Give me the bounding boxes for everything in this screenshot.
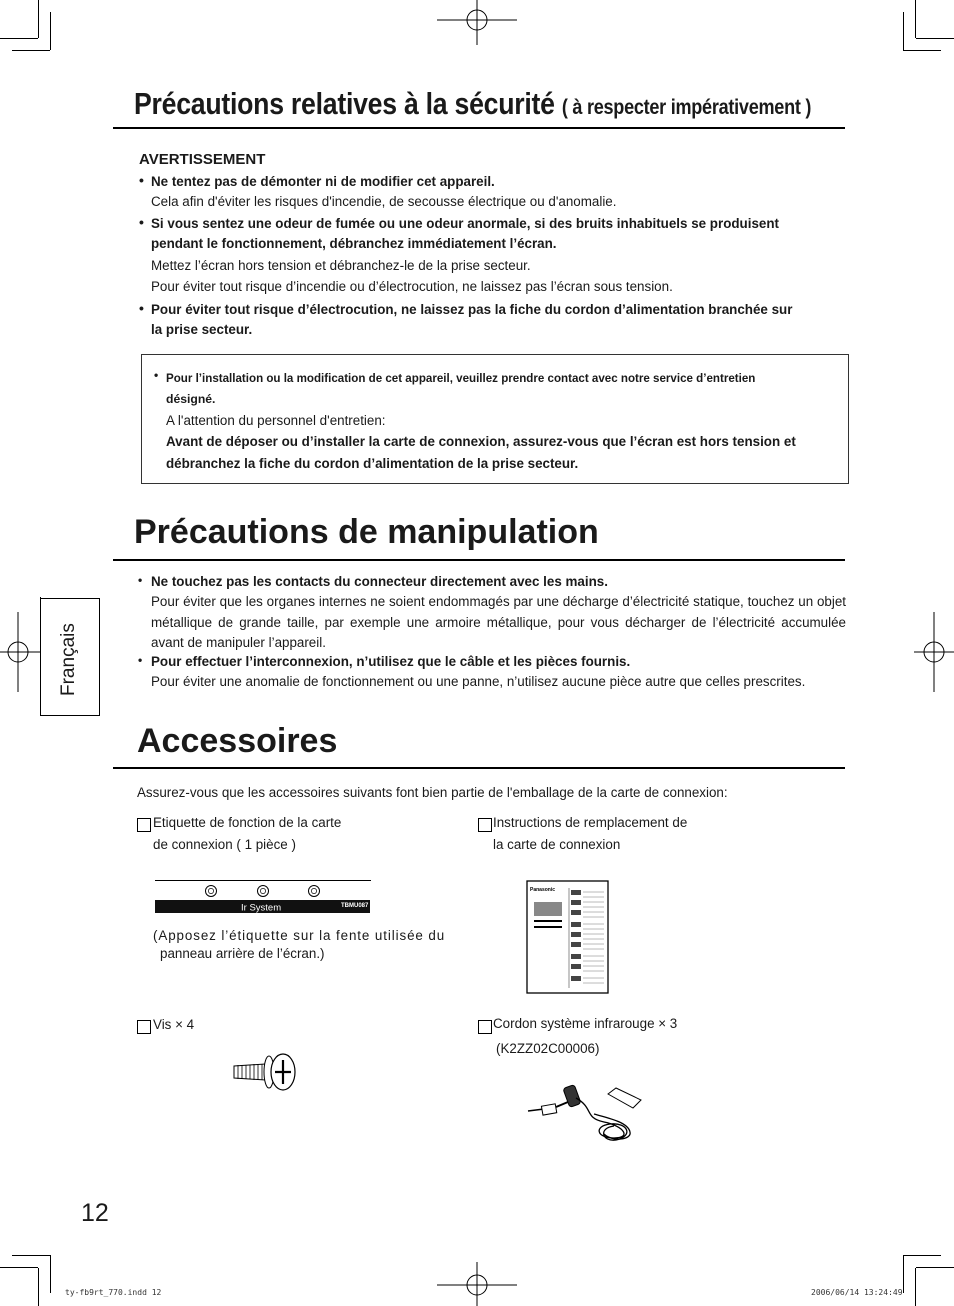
warning-heading: AVERTISSEMENT xyxy=(139,151,266,168)
service-notice-text: Avant de déposer ou d’installer la carte de connexion, assurez-vous que l’écran est hors tension et xyxy=(166,434,796,449)
label-checkbox xyxy=(137,818,151,832)
instructions-sheet-illustration xyxy=(526,880,610,996)
instructions-checkbox xyxy=(478,818,492,832)
warning-item-3-title: Pour éviter tout risque d’électrocution, ne laissez pas la fiche du cordon d’alimentation branchée sur xyxy=(151,302,793,317)
screw-label: Vis × 4 xyxy=(153,1017,195,1032)
warning-item-2-text-2: Pour éviter tout risque d’incendie ou d’électrocution, ne laissez pas l’écran sous tension. xyxy=(151,279,673,294)
warning-item-2-text: Mettez l’écran hors tension et débranchez-le de la prise secteur. xyxy=(151,258,531,273)
cord-code: (K2ZZ02C00006) xyxy=(496,1041,600,1056)
handling-title-rule xyxy=(113,559,845,561)
registration-mark-left xyxy=(0,612,40,692)
handling-item-2-text: Pour éviter une anomalie de fonctionnement ou une panne, n’utilisez aucune pièce autre que celles prescrites. xyxy=(151,674,806,689)
function-label-illustration xyxy=(155,880,371,915)
label-code-text: TBMU087 xyxy=(341,903,369,909)
page-number: 12 xyxy=(81,1199,109,1227)
safety-title: Précautions relatives à la sécurité ( à respecter impérativement ) xyxy=(134,86,812,121)
handling-title: Précautions de manipulation xyxy=(134,513,599,551)
safety-title-rule xyxy=(113,127,845,129)
registration-mark-right xyxy=(914,612,954,692)
accessories-intro: Assurez-vous que les accessoires suivants font bien partie de l'emballage de la carte de connexion: xyxy=(137,785,728,800)
footer-file-info: ty-fb9rt_770.indd 12 xyxy=(65,1288,162,1297)
registration-mark-top xyxy=(437,0,517,45)
language-tab-label: Français xyxy=(58,623,79,696)
handling-item-1-text: Pour éviter que les organes internes ne soient endommagés par une décharge d’électricité statique, touchez un objet métallique de grande taille, par exemple une armoire métallique, pour vous décharger de l’électricité accumulée avant de manipuler l’appareil. xyxy=(151,594,846,650)
warning-item-1-title: Ne tentez pas de démonter ni de modifier cet appareil. xyxy=(151,174,495,189)
warning-item-1-text: Cela afin d'éviter les risques d'incendie, de secousse électrique ou d'anomalie. xyxy=(151,194,617,209)
language-tab-edge xyxy=(40,597,41,715)
service-notice-text-cont: débranchez la fiche du cordon d’alimentation de la prise secteur. xyxy=(166,456,579,471)
instructions-item-line1: Instructions de remplacement de xyxy=(493,815,688,830)
bullet: • xyxy=(139,214,144,230)
label-item-line1: Etiquette de fonction de la carte xyxy=(153,815,342,830)
bullet: • xyxy=(139,300,144,316)
warning-item-3-title-cont: la prise secteur. xyxy=(151,322,253,337)
screw-checkbox xyxy=(137,1020,151,1034)
instructions-brand: Panasonic xyxy=(530,887,556,893)
handling-item-2-title: Pour effectuer l’interconnexion, n’utilisez que le câble et les pièces fournis. xyxy=(151,654,631,669)
accessories-title-rule xyxy=(113,767,845,769)
bullet: • xyxy=(139,172,144,188)
screw-illustration xyxy=(231,1050,297,1094)
service-notice-title: Pour l’installation ou la modification de cet appareil, veuillez prendre contact avec notre service d’entretien xyxy=(166,371,756,385)
cord-label: Cordon système infrarouge × 3 xyxy=(493,1016,678,1031)
cord-checkbox xyxy=(478,1020,492,1034)
warning-item-2-title-cont: pendant le fonctionnement, débranchez immédiatement l’écran. xyxy=(151,236,557,251)
instructions-item-line2: la carte de connexion xyxy=(493,837,621,852)
bullet: • xyxy=(138,653,143,667)
handling-item-1-title: Ne touchez pas les contacts du connecteur directement avec les mains. xyxy=(151,574,608,589)
ir-cord-illustration xyxy=(524,1078,644,1144)
accessories-title: Accessoires xyxy=(137,722,338,760)
service-notice-title-cont: désigné. xyxy=(166,392,216,406)
label-note-line1: (Apposez l’étiquette sur la fente utilisée du xyxy=(153,928,446,943)
safety-subtitle: ( à respecter impérativement ) xyxy=(561,96,812,119)
label-note-line2: panneau arrière de l’écran.) xyxy=(160,946,325,961)
warning-item-2-title: Si vous sentez une odeur de fumée ou une odeur anormale, si des bruits inhabituels se produisent xyxy=(151,216,779,231)
label-item-line2: de connexion ( 1 pièce ) xyxy=(153,837,296,852)
bullet: • xyxy=(138,573,143,587)
label-ir-text: Ir System xyxy=(241,902,282,914)
bullet: • xyxy=(154,368,159,382)
service-notice-attention: A l'attention du personnel d'entretien: xyxy=(166,413,386,428)
registration-mark-bottom xyxy=(437,1262,517,1306)
footer-timestamp: 2006/06/14 13:24:49 xyxy=(811,1288,903,1297)
